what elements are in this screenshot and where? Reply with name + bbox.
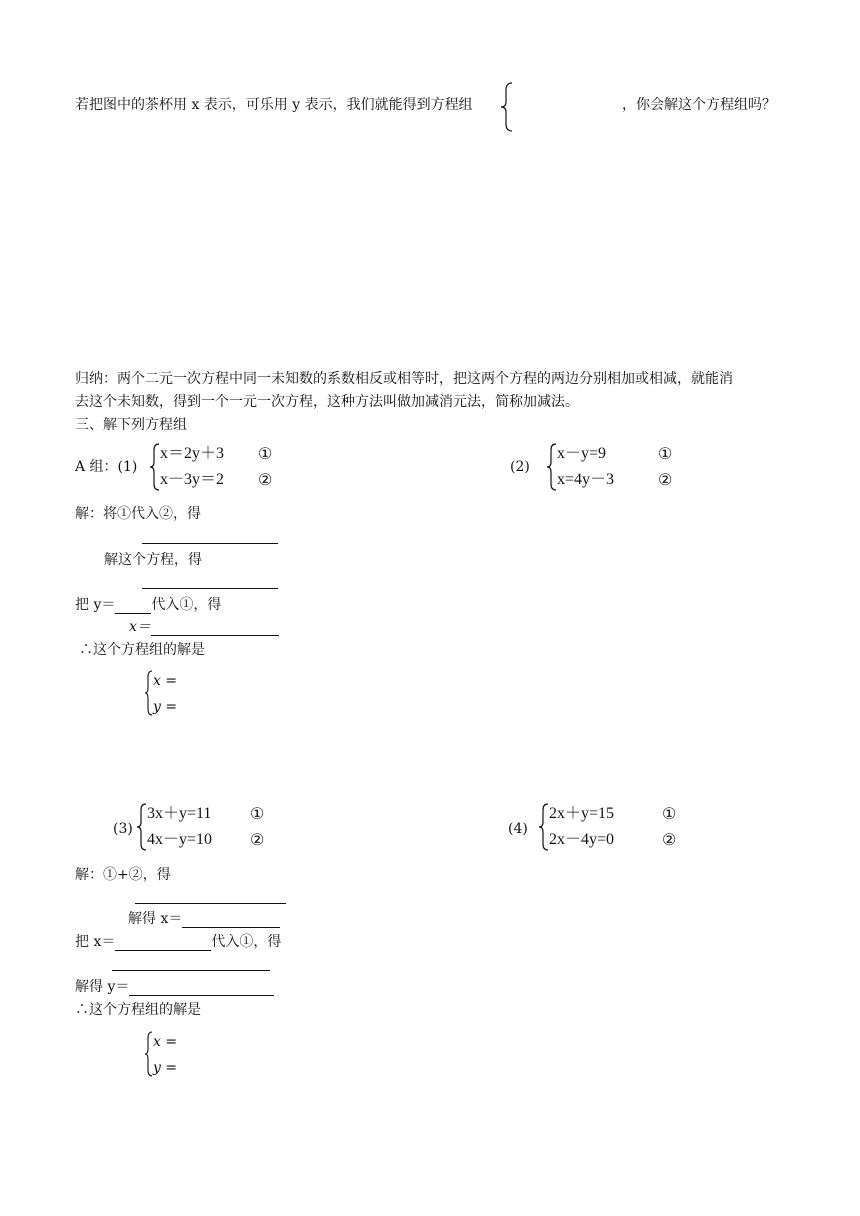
solution1-step3	[75, 596, 221, 614]
solution1-blank1[interactable]	[142, 543, 278, 544]
section-title: 三、解下列方程组	[75, 417, 187, 433]
solution3-blank2[interactable]	[112, 970, 270, 971]
solution1-y: y =	[153, 699, 178, 715]
problem2-label: (2)	[510, 459, 530, 475]
problem1-eq1: x＝2y＋3	[160, 445, 225, 462]
intro-text	[75, 96, 473, 114]
solution1-y-blank[interactable]	[115, 599, 151, 614]
solution1-step1: 解：将①代入②，得	[75, 506, 201, 522]
problem2-eq2: x=4y－3	[557, 471, 615, 488]
summary-line-2: 去这个未知数，得到一个一元一次方程，这种方法叫做加减消元法，简称加减法。	[75, 394, 579, 410]
solution1-step4-prefix: x＝	[129, 619, 151, 635]
empty-system-brace	[500, 82, 514, 132]
solution3-y-blank[interactable]	[129, 981, 274, 996]
problem4-label: (4)	[508, 821, 528, 837]
solution1-conclusion: ∴这个方程组的解是	[79, 642, 205, 658]
problem1-mark1: ①	[258, 444, 273, 463]
problem3-mark2: ②	[250, 830, 265, 849]
solution1-x-blank[interactable]	[151, 621, 279, 636]
solution3-conclusion: ∴这个方程组的解是	[75, 1002, 201, 1018]
solution1-x: x =	[153, 673, 178, 689]
solution3-x-blank[interactable]	[182, 913, 280, 928]
intro-before: 若把图中的茶杯用 x 表示，可乐用 y 表示，我们就能得到方程组	[75, 97, 473, 113]
problem3-eq2: 4x－y=10	[147, 831, 213, 848]
problem1-mark2: ②	[258, 470, 273, 489]
solution3-step4-prefix: 解得 y＝	[75, 979, 130, 995]
solution3-x-sub-blank[interactable]	[115, 936, 211, 951]
intro-after: ，你会解这个方程组吗？	[622, 97, 776, 113]
solution3-y: y =	[153, 1060, 178, 1076]
problem2-mark1: ①	[658, 444, 673, 463]
solution1-step4	[129, 618, 279, 636]
problem2-mark2: ②	[658, 470, 673, 489]
problem4-eq1: 2x＋y=15	[549, 805, 615, 822]
solution1-step2: 解这个方程，得	[104, 552, 202, 568]
problem4-mark1: ①	[662, 804, 677, 823]
summary-line-1: 归纳：两个二元一次方程中同一未知数的系数相反或相等时，把这两个方程的两边分别相加或相减，就能消	[75, 371, 733, 387]
solution3-step1: 解：①+②，得	[75, 867, 171, 883]
solution3-step3-suffix: 代入①，得	[211, 934, 282, 950]
solution3-step3-prefix: 把 x＝	[75, 934, 116, 950]
solution1-step3-prefix: 把 y＝	[75, 597, 116, 613]
solution3-step2-prefix: 解得 x＝	[128, 911, 183, 927]
problem4-mark2: ②	[662, 830, 677, 849]
solution3-step4	[75, 978, 274, 996]
problem1-eq2: x－3y＝2	[160, 471, 225, 488]
solution1-step3-suffix: 代入①，得	[151, 597, 222, 613]
problem3-label: (3)	[113, 821, 133, 837]
problem3-mark1: ①	[250, 804, 265, 823]
problem1-label: A 组：(1)	[75, 459, 138, 475]
solution3-blank1[interactable]	[135, 903, 286, 904]
solution1-blank2[interactable]	[142, 588, 278, 589]
problem4-eq2: 2x－4y=0	[549, 831, 615, 848]
problem3-eq1: 3x＋y=11	[147, 805, 212, 822]
solution3-x: x =	[153, 1034, 178, 1050]
problem2-eq1: x－y=9	[557, 445, 607, 462]
solution3-step2	[128, 910, 280, 928]
solution3-step3	[75, 933, 281, 951]
